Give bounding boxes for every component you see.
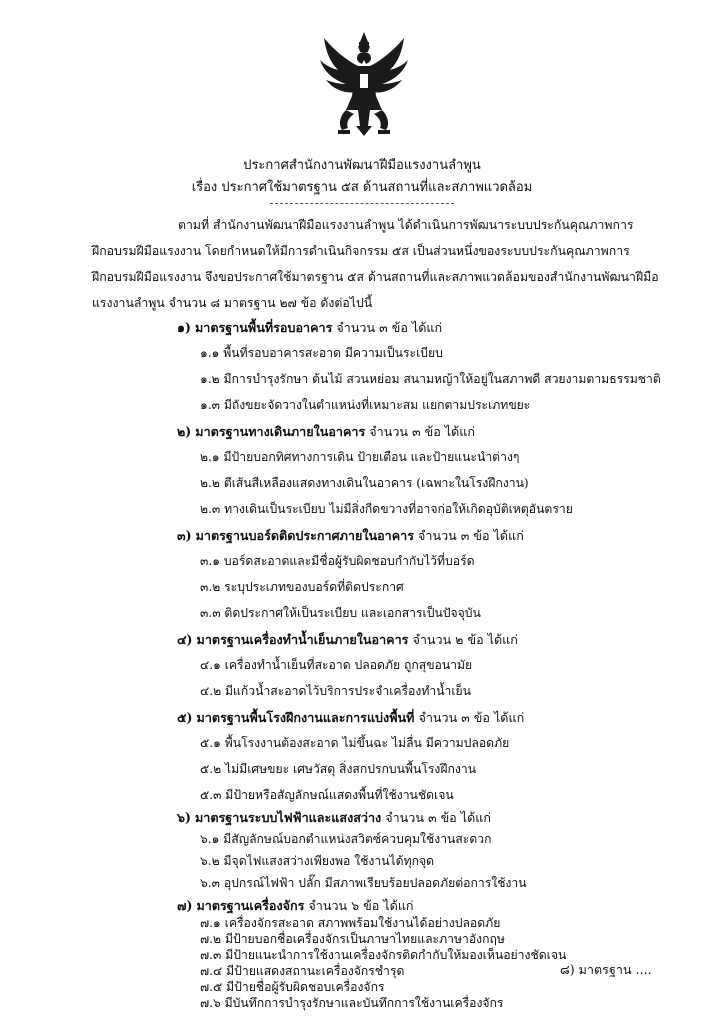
intro-line: ตามที่ สำนักงานพัฒนาฝีมือแรงงานลำพูน ได้ดำเนินการพัฒนาระบบประกันคุณภาพการ <box>178 218 634 232</box>
section-count: จำนวน ๓ ข้อ ได้แก่ <box>369 424 476 439</box>
section-number: ๒) <box>177 424 192 439</box>
section-count: จำนวน ๒ ข้อ ได้แก่ <box>412 632 518 647</box>
list-item: ๔.๑ เครื่องทำน้ำเย็นที่สะอาด ปลอดภัย ถูกสุขอนามัย <box>200 658 473 672</box>
section-count: จำนวน ๖ ข้อ ได้แก่ <box>308 898 414 913</box>
list-item: ๓.๓ ติดประกาศให้เป็นระเบียบ และเอกสารเป็นปัจจุบัน <box>200 606 481 620</box>
section-title: มาตรฐานพื้นโรงฝึกงานและการแบ่งพื้นที่ <box>196 710 415 725</box>
section-number: ๓) <box>177 528 192 543</box>
title-divider <box>270 203 454 204</box>
section-title: มาตรฐานทางเดินภายในอาคาร <box>195 424 366 439</box>
section-number: ๖) <box>177 810 191 825</box>
list-item: ๗.๖ มีบันทึกการบำรุงรักษาและบันทึกการใช้งานเครื่องจักร <box>200 996 504 1010</box>
list-item: ๒.๑ มีป้ายบอกทิศทางการเดิน ป้ายเตือน และป้ายแนะนำต่างๆ <box>200 450 520 464</box>
section-count: จำนวน ๓ ข้อ ได้แก่ <box>385 810 492 825</box>
section-heading <box>177 422 475 442</box>
section-title: มาตรฐานเครื่องจักร <box>196 898 305 913</box>
garuda-emblem-icon <box>316 30 412 142</box>
list-item: ๗.๓ มีป้ายแนะนำการใช้งานเครื่องจักรติดกำกับให้มองเห็นอย่างชัดเจน <box>200 948 567 962</box>
section-number: ๔) <box>177 632 193 647</box>
section-heading <box>177 630 518 650</box>
list-item: ๕.๑ พื้นโรงงานต้องสะอาด ไม่ขึ้นฉะ ไม่ลื่น มีความปลอดภัย <box>200 736 510 750</box>
section-count: จำนวน ๓ ข้อ ได้แก่ <box>418 710 525 725</box>
list-item: ๔.๒ มีแก้วน้ำสะอาดไว้บริการประจำเครื่องทำน้ำเย็น <box>200 684 472 698</box>
continuation-note: ๘) มาตรฐาน .... <box>560 962 652 977</box>
section-heading <box>177 526 524 546</box>
list-item: ๑.๑ พื้นที่รอบอาคารสะอาด มีความเป็นระเบียบ <box>200 346 443 360</box>
list-item: ๗.๒ มีป้ายบอกชื่อเครื่องจักรเป็นภาษาไทยและภาษาอังกฤษ <box>200 932 505 946</box>
list-item: ๓.๑ บอร์ดสะอาดและมีชื่อผู้รับผิดชอบกำกับไว้ที่บอร์ด <box>200 554 475 568</box>
list-item: ๑.๒ มีการบำรุงรักษา ต้นไม้ สวนหย่อม สนามหญ้าให้อยู่ในสภาพดี สวยงามตามธรรมชาติ <box>200 372 661 386</box>
section-number: ๑) <box>177 320 191 335</box>
intro-line: ฝึกอบรมฝีมือแรงงาน จึงขอประกาศใช้มาตรฐาน ๕ส ด้านสถานที่และสภาพแวดล้อมของสำนักงานพัฒนาฝีมือ <box>92 270 659 284</box>
list-item: ๖.๑ มีสัญลักษณ์บอกตำแหน่งสวิตซ์ควบคุมใช้งานสะดวก <box>200 832 492 846</box>
section-count: จำนวน ๓ ข้อ ได้แก่ <box>418 528 524 543</box>
intro-line: แรงงานลำพูน จำนวน ๘ มาตรฐาน ๒๗ ข้อ ดังต่อไปนี้ <box>92 296 373 310</box>
list-item: ๕.๒ ไม่มีเศษขยะ เศษวัสดุ สิ่งสกปรกบนพื้นโรงฝึกงาน <box>200 762 477 776</box>
section-title: มาตรฐานพื้นที่รอบอาคาร <box>194 320 333 335</box>
list-item: ๖.๒ มีจุดไฟแสงสว่างเพียงพอ ใช้งานได้ทุกจุด <box>200 854 435 868</box>
list-item: ๒.๓ ทางเดินเป็นระเบียบ ไม่มีสิ่งกีดขวางที่อาจก่อให้เกิดอุบัติเหตุอันตราย <box>200 502 573 516</box>
section-title: มาตรฐานบอร์ดติดประกาศภายในอาคาร <box>195 528 415 543</box>
list-item: ๗.๑ เครื่องจักรสะอาด สภาพพร้อมใช้งานได้อย่างปลอดภัย <box>200 916 501 930</box>
section-heading <box>177 318 442 338</box>
list-item: ๕.๓ มีป้ายหรือสัญลักษณ์แสดงพื้นที่ใช้งานชัดเจน <box>200 788 454 802</box>
list-item: ๖.๓ อุปกรณ์ไฟฟ้า ปลั๊ก มีสภาพเรียบร้อยปลอดภัยต่อการใช้งาน <box>200 876 527 890</box>
list-item: ๗.๕ มีป้ายชื่อผู้รับผิดชอบเครื่องจักร <box>200 980 385 994</box>
announcement-subject: เรื่อง ประกาศใช้มาตรฐาน ๕ส ด้านสถานที่และสภาพแวดล้อม <box>191 180 533 195</box>
list-item: ๗.๔ มีป้ายแสดงสถานะเครื่องจักรชำรุด <box>200 964 405 978</box>
intro-line: ฝึกอบรมฝีมือแรงงาน โดยกำหนดให้มีการดำเนินกิจกรรม ๕ส เป็นส่วนหนึ่งของระบบประกันคุณภาพการ <box>92 244 630 258</box>
section-title: มาตรฐานเครื่องทำน้ำเย็นภายในอาคาร <box>196 632 409 647</box>
section-heading <box>177 808 491 828</box>
announcement-title: ประกาศสำนักงานพัฒนาฝีมือแรงงานลำพูน <box>243 158 481 173</box>
list-item: ๓.๒ ระบุประเภทของบอร์ดที่ติดประกาศ <box>200 580 404 594</box>
list-item: ๒.๒ ตีเส้นสีเหลืองแสดงทางเดินในอาคาร (เฉพาะในโรงฝึกงาน) <box>200 476 529 490</box>
section-number: ๕) <box>177 710 193 725</box>
section-title: มาตรฐานระบบไฟฟ้าและแสงสว่าง <box>194 810 382 825</box>
section-count: จำนวน ๓ ข้อ ได้แก่ <box>336 320 443 335</box>
list-item: ๑.๓ มีถังขยะจัดวางในตำแหน่งที่เหมาะสม แยกตามประเภทขยะ <box>200 398 531 412</box>
section-heading <box>177 708 524 728</box>
section-number: ๗) <box>177 898 193 913</box>
section-heading <box>177 896 414 916</box>
